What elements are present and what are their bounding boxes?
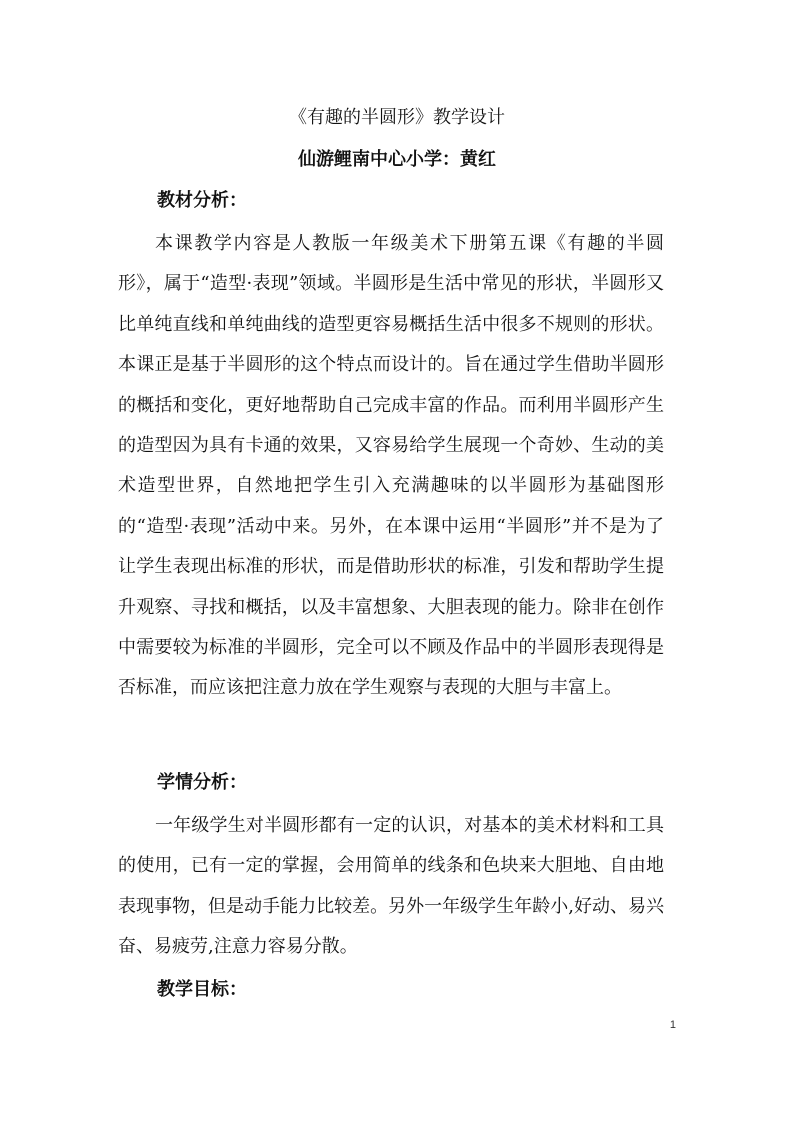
document-title: 《有趣的半圆形》教学设计	[289, 107, 505, 128]
author-line: 仙游鲤南中心小学：黄红	[298, 149, 496, 170]
section-heading-learner-analysis: 学情分析：	[157, 772, 247, 793]
section-paragraph-textbook-analysis: 本课教学内容是人教版一年级美术下册第五课《有趣的半圆形》，属于“造型·表现”领域。半圆形是生活中常见的形状，半圆形又比单纯直线和单纯曲线的造型更容易概括生活中很多不规则的形状。本课正是基于半圆形的这个特点而设计的。旨在通过学生借助半圆形的概括和变化，更好地帮助自己完成丰富的作品。而利用半圆形产生的造型因为具有卡通的效果，又容易给学生展现一个奇妙、生动的美术造型世界，自然地把学生引入充满趣味的以半圆形为基础图形的“造型·表现”活动中来。另外，在本课中运用“半圆形”并不是为了让学生表现出标准的形状，而是借助形状的标准，引发和帮助学生提升观察、寻找和概括，以及丰富想象、大胆表现的能力。除非在创作中需要较为标准的半圆形，完全可以不顾及作品中的半圆形表现得是否标准，而应该把注意力放在学生观察与表现的大胆与丰富上。	[118, 233, 664, 699]
page-number: 1	[669, 1019, 676, 1031]
section-paragraph-learner-analysis: 一年级学生对半圆形都有一定的认识，对基本的美术材料和工具的使用，已有一定的掌握，会用简单的线条和色块来大胆地、自由地表现事物，但是动手能力比较差。另外一年级学生年龄小,好动、易兴奋、易疲劳,注意力容易分散。	[118, 815, 664, 958]
section-heading-textbook-analysis: 教材分析：	[157, 190, 247, 211]
section-heading-teaching-objectives: 教学目标：	[157, 979, 247, 1000]
